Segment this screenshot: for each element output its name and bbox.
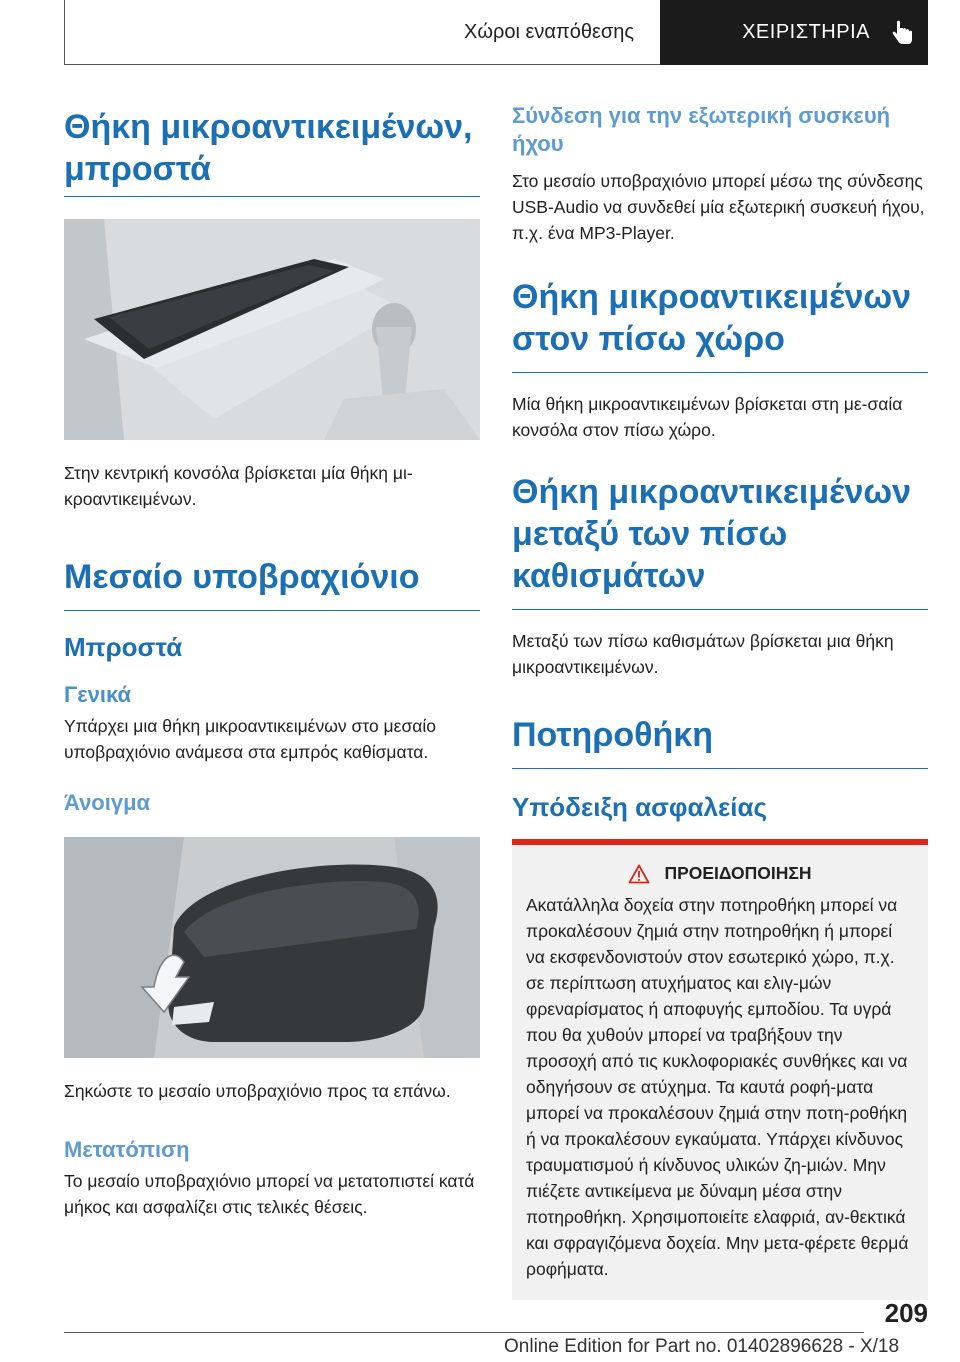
hand-pointer-icon (888, 19, 916, 47)
audio-text: Στο μεσαίο υποβραχιόνιο μπορεί μέσω της σύνδεσης USB-Audio να συνδεθεί μία εξωτερική συσκευή ήχου, π.χ. ένα MP3-Player. (512, 171, 925, 243)
center-console-illustration (64, 219, 480, 440)
armrest-rule (64, 610, 480, 611)
rear-tray-rule (512, 372, 928, 373)
armrest-front-heading: Μπροστά (64, 632, 183, 662)
warning-triangle-icon (628, 864, 650, 884)
armrest-opening-text: Σηκώστε το μεσαίο υποβραχιόνιο προς τα επάνω. (64, 1081, 451, 1101)
front-tray-title: Θήκη μικροαντικειμένων, μπροστά (64, 108, 473, 188)
page-number: 209 (884, 1298, 928, 1328)
footer-edition: Online Edition for Part no. 01402896628 - X/18 (504, 1336, 900, 1357)
header-section-title: Χώροι εναπόθεσης (464, 21, 634, 43)
rear-tray-text: Μία θήκη μικροαντικειμένων βρίσκεται στη με-σαία κονσόλα στον πίσω χώρο. (512, 394, 903, 440)
footer-rule (64, 1332, 864, 1333)
armrest-moving-text: Το μεσαίο υποβραχιόνιο μπορεί να μετατοπιστεί κατά μήκος και ασφαλίζει στις τελικές θέσεις. (64, 1171, 475, 1217)
armrest-general-heading: Γενικά (64, 682, 132, 707)
armrest-general-text: Υπάρχει μια θήκη μικροαντικειμένων στο μεσαίο υποβραχιόνιο ανάμεσα στα εμπρός καθίσματα. (64, 716, 436, 762)
armrest-illustration (64, 837, 480, 1058)
between-seats-text: Μεταξύ των πίσω καθισμάτων βρίσκεται μια θήκη μικροαντικειμένων. (512, 631, 894, 677)
center-console-tray-image (64, 219, 480, 440)
warning-box (512, 839, 928, 1300)
warning-text: Ακατάλληλα δοχεία στην ποτηροθήκη μπορεί να προκαλέσουν ζημιά στην ποτηροθήκη ή μπορεί να εκσφενδονιστούν στον εσωτερικό χώρο, π.χ. σε περίπτωση ατυχήματος και ελιγ-μών φρεναρίσματος ή αποφυγής εμποδίου. Τα υγρά που θα χυθούν μπορεί να τραβήξουν την προσοχή από τις κυκλοφοριακές συνθήκες και να οδηγήσουν σε ατύχημα. Τα καυτά ροφή-ματα μπορεί να προκαλέσουν ζημιά στην ποτη-ροθήκη ή να προκαλέσουν εγκαύματα. Υπάρχει κίνδυνος τραυματισμού ή κίνδυνος υλικών ζη-μιών. Μην πιέζετε αντικείμενα με δύναμη μέσα στην ποτηροθήκη. Χρησιμοποιείτε ελαφριά, αν-θεκτικά και σφραγιζόμενα δοχεία. Μην μετα-φέρετε θερμά ροφήματα. (526, 895, 909, 1279)
cup-holder-safety-heading: Υπόδειξη ασφαλείας (512, 792, 768, 822)
between-seats-title: Θήκη μικροαντικειμένων μεταξύ των πίσω καθισμάτων (512, 473, 912, 595)
armrest-opening-image (64, 837, 480, 1058)
armrest-title: Μεσαίο υποβραχιόνιο (64, 558, 420, 596)
cup-holder-title: Ποτηροθήκη (512, 716, 713, 754)
warning-content (512, 845, 928, 1300)
armrest-moving-heading: Μετατόπιση (64, 1137, 190, 1162)
right-column (512, 100, 928, 1300)
warning-title: ΠΡΟΕΙΔΟΠΟΙΗΣΗ (664, 863, 812, 883)
armrest-opening-heading: Άνοιγμα (64, 790, 151, 815)
left-column (64, 100, 480, 1220)
header-chapter-label: ΧΕΙΡΙΣΤΗΡΙΑ (742, 21, 870, 43)
between-seats-rule (512, 609, 928, 610)
cup-holder-rule (512, 768, 928, 769)
header-chapter (660, 0, 928, 65)
front-tray-rule (64, 196, 480, 197)
front-tray-text: Στην κεντρική κονσόλα βρίσκεται μία θήκη μι-κροαντικειμένων. (64, 463, 413, 509)
warning-header (526, 863, 914, 884)
rear-tray-title: Θήκη μικροαντικειμένων στον πίσω χώρο (512, 278, 912, 358)
audio-title: Σύνδεση για την εξωτερική συσκευή ήχου (512, 103, 891, 156)
